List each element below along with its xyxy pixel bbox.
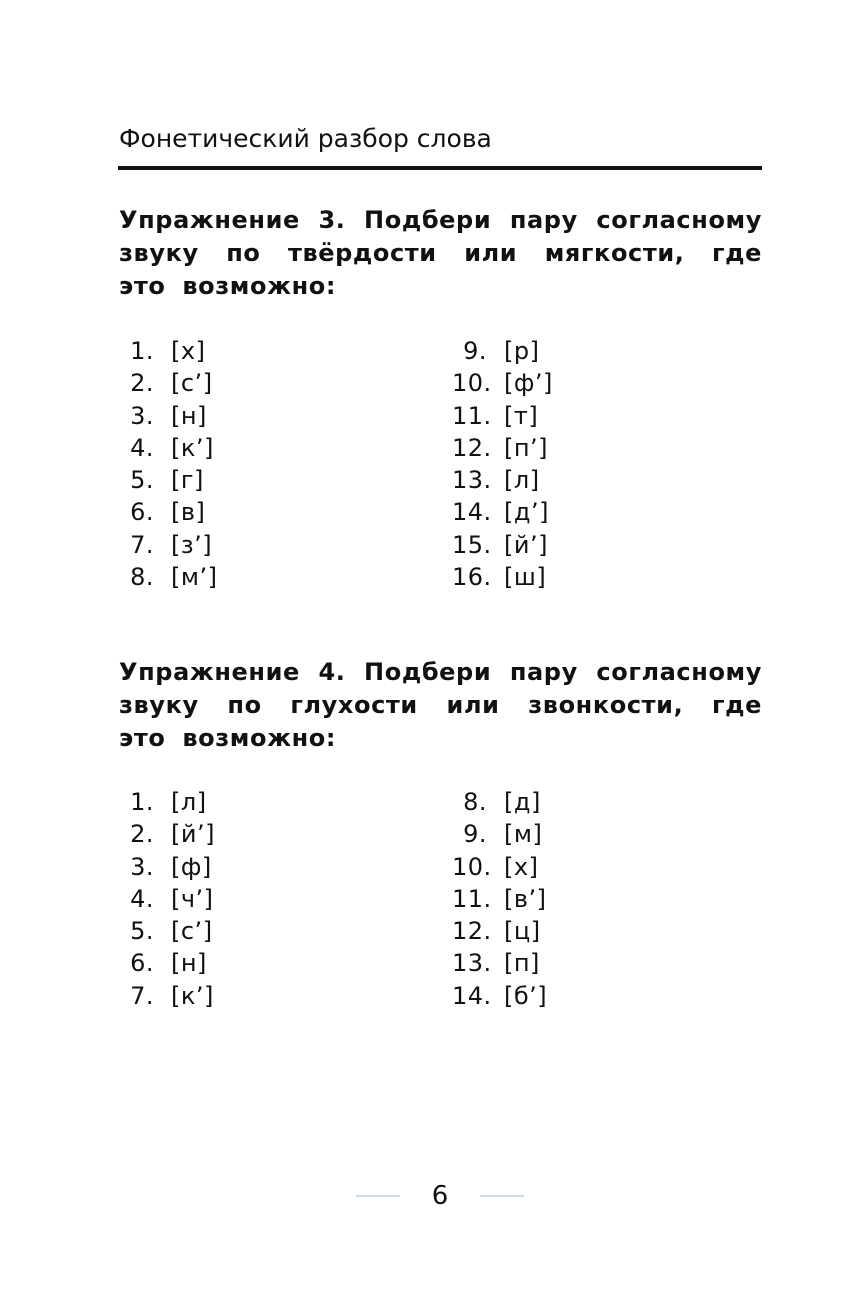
list-item [119,915,215,947]
list-item [452,786,547,818]
list-item [452,335,553,367]
list-item [452,883,547,915]
item-sound: [д’] [504,498,549,527]
item-number: 7. [130,530,154,559]
header-divider [118,166,762,170]
item-sound: [з’] [171,530,213,559]
item-number: 2. [130,820,154,849]
exercise-4-list-right [452,786,547,1012]
item-number: 8. [130,563,154,592]
item-number: 11. [452,884,492,913]
item-sound: [в] [171,498,206,527]
item-number: 9. [463,820,487,849]
list-item [452,947,547,979]
list-item [119,561,217,593]
item-sound: [к’] [171,433,214,462]
list-item [119,786,215,818]
list-item [452,529,553,561]
page-number: 6 [431,1181,449,1211]
item-sound: [г] [171,466,204,495]
list-item [452,496,553,528]
item-number: 12. [452,433,492,462]
item-sound: [л] [171,788,207,816]
item-sound: [ф’] [504,369,553,398]
item-number: 1. [130,337,154,365]
item-number: 8. [463,788,487,816]
list-item [119,947,215,979]
exercise-3-instructions: Упражнение 3. Подбери пару согласному звуку по твёрдости или мягкости, где это возможно: [119,206,762,300]
exercise-4-list-left [119,786,215,1012]
list-item [119,818,215,850]
item-sound: [т] [504,401,539,430]
item-sound: [в’] [504,884,547,913]
item-sound: [ч’] [171,884,214,913]
list-item [119,529,217,561]
item-number: 9. [463,337,487,365]
list-item [119,883,215,915]
list-item [452,915,547,947]
list-item [119,432,217,464]
list-item [452,400,553,432]
item-number: 7. [130,981,154,1010]
list-item [119,464,217,496]
item-number: 11. [452,401,492,430]
item-sound: [к’] [171,981,214,1010]
list-item [452,367,553,399]
running-header-title: Фонетический разбор слова [119,124,492,153]
item-number: 16. [452,563,492,592]
item-number: 14. [452,981,492,1010]
item-number: 13. [452,949,492,978]
item-sound: [ц] [504,917,541,946]
item-sound: [п’] [504,433,549,462]
list-item [119,367,217,399]
list-item [119,980,215,1012]
list-item [452,818,547,850]
item-sound: [м] [504,820,543,849]
list-item [119,851,215,883]
item-number: 14. [452,498,492,527]
item-sound: [л] [504,466,540,495]
item-sound: [р] [504,337,540,365]
item-number: 5. [130,466,154,495]
item-sound: [м’] [171,563,218,592]
item-sound: [с’] [171,369,213,398]
item-number: 4. [130,884,154,913]
item-sound: [й’] [171,820,215,849]
list-item [452,980,547,1012]
page-footer [0,1176,844,1216]
item-number: 10. [452,852,492,881]
list-item [452,432,553,464]
list-item [452,464,553,496]
list-item [119,496,217,528]
item-sound: [ш] [504,563,547,592]
item-number: 1. [130,788,154,816]
list-item [452,851,547,883]
item-sound: [б’] [504,981,548,1010]
item-number: 10. [452,369,492,398]
item-sound: [й’] [504,530,548,559]
exercise-3-list-right [452,335,553,593]
item-number: 4. [130,433,154,462]
item-sound: [н] [171,949,207,978]
item-number: 3. [130,852,154,881]
item-number: 2. [130,369,154,398]
item-number: 3. [130,401,154,430]
item-number: 15. [452,530,492,559]
footer-line-right [480,1195,524,1197]
footer-line-left [356,1195,400,1197]
item-sound: [с’] [171,917,213,946]
item-sound: [х] [504,852,539,881]
item-sound: [н] [171,401,207,430]
exercise-4-instructions: Упражнение 4. Подбери пару согласному звуку по глухости или звонкости, где это возможно: [119,658,762,752]
item-number: 13. [452,466,492,495]
list-item [119,335,217,367]
list-item [452,561,553,593]
exercise-3-list-left [119,335,217,593]
item-sound: [д] [504,788,541,816]
item-number: 6. [130,949,154,978]
item-number: 6. [130,498,154,527]
item-sound: [ф] [171,852,212,881]
item-number: 5. [130,917,154,946]
item-number: 12. [452,917,492,946]
item-sound: [п] [504,949,540,978]
item-sound: [х] [171,337,206,365]
list-item [119,400,217,432]
